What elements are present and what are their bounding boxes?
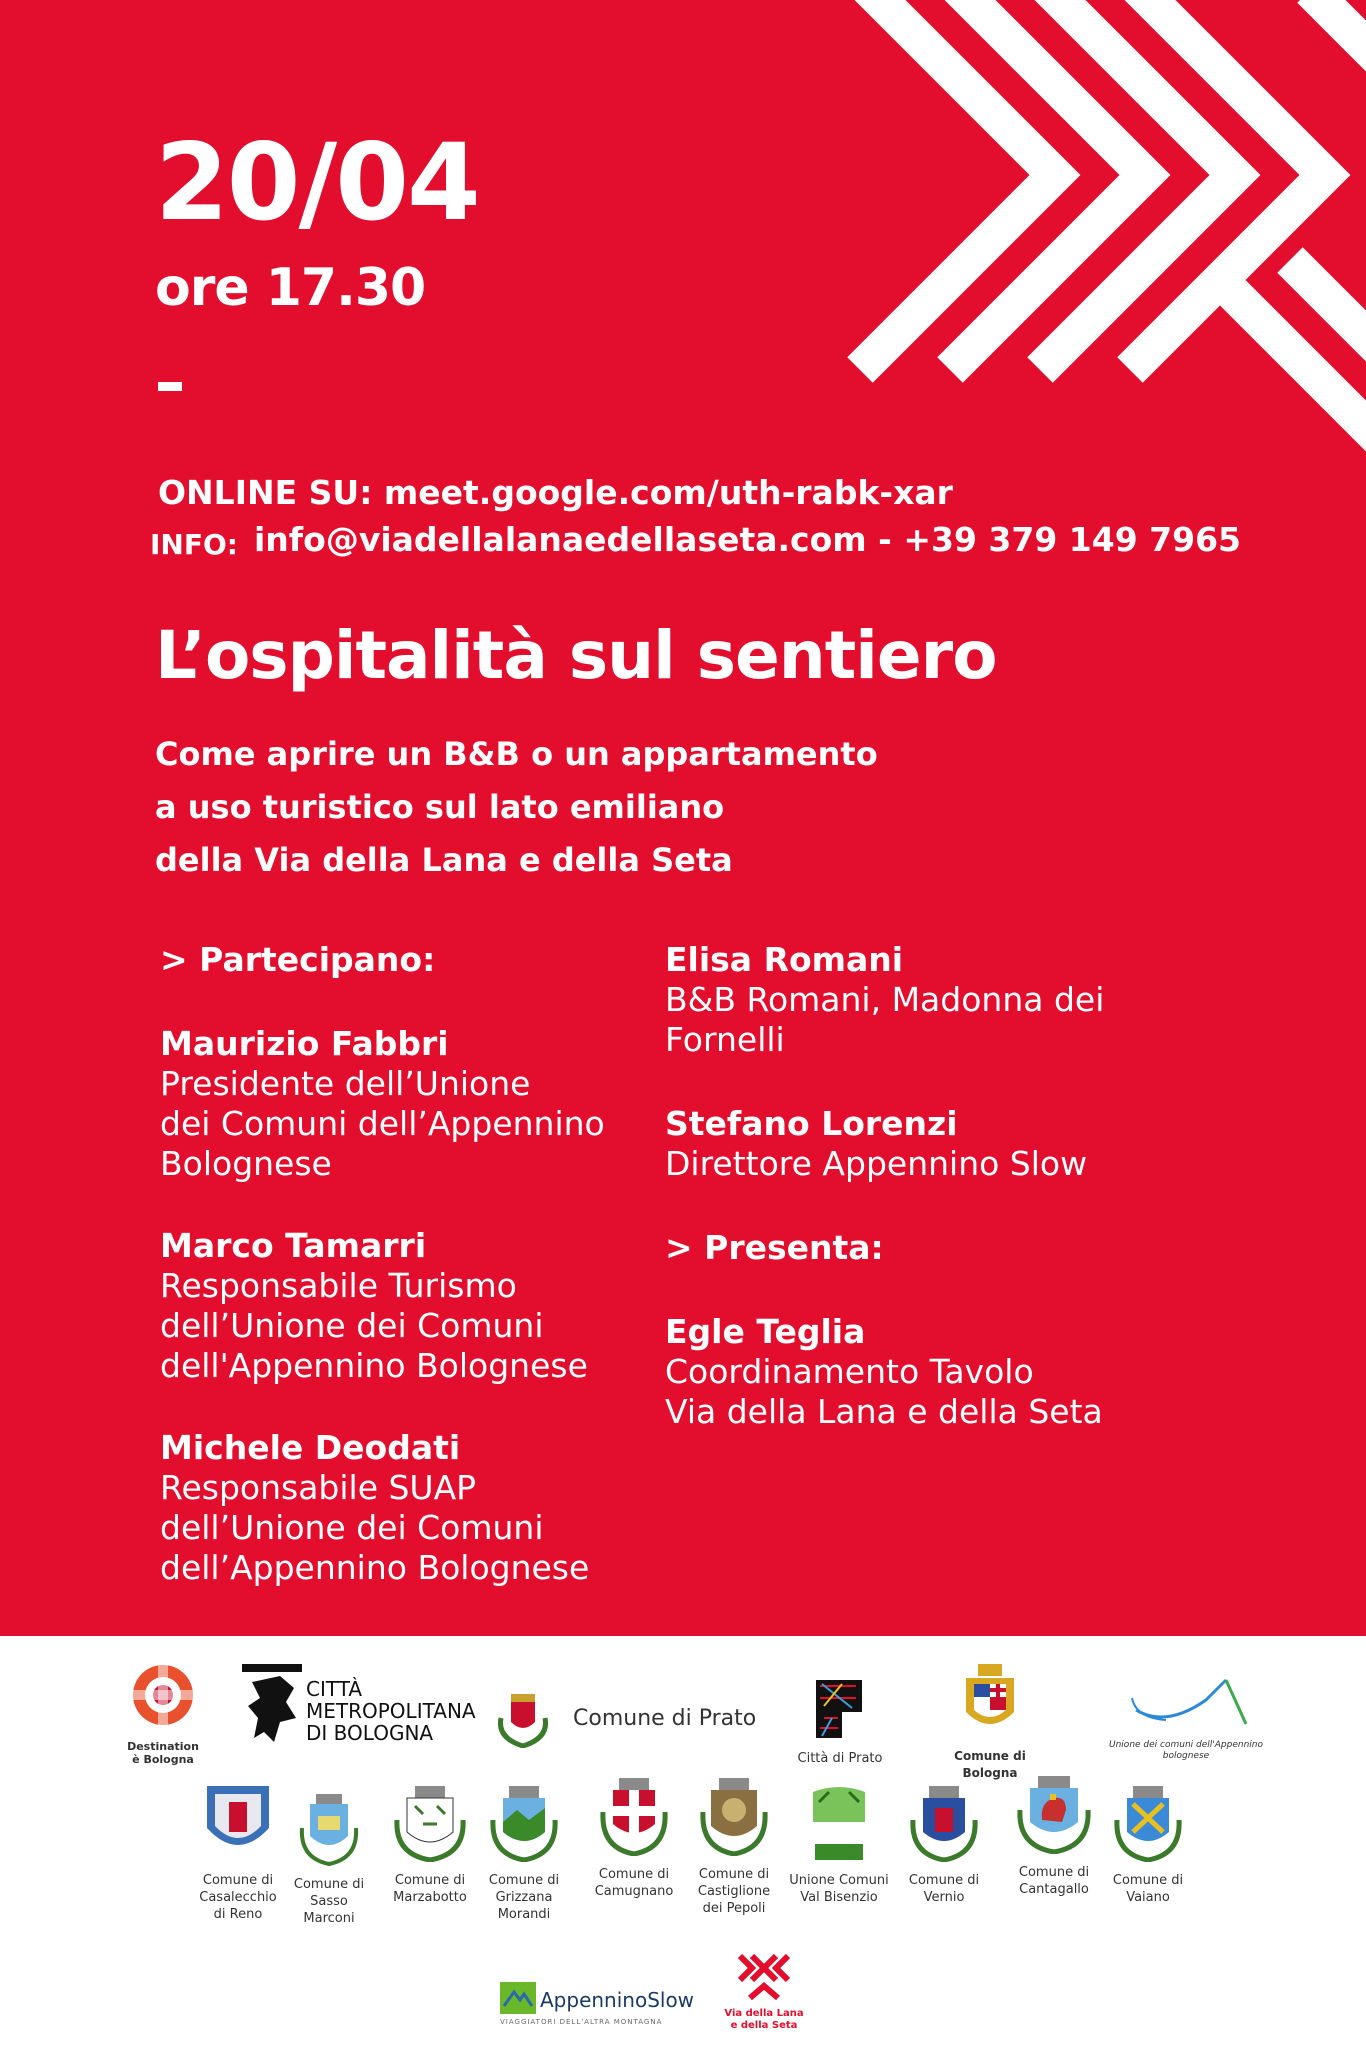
comune-label: Comune di Grizzana Morandi [488,1873,560,1922]
participant-name: Michele Deodati [160,1427,461,1467]
participant-role: Presidente dell’Unione dei Comuni dell’Appennino Bolognese [160,1063,605,1183]
participant [160,1024,640,1184]
event-title: L’ospitalità sul sentiero [155,617,997,694]
logo-via-lana-seta [724,1952,804,2032]
participants-column-right [665,940,1325,1476]
unione-appennino-icon [1106,1670,1266,1730]
comune-label: Comune di Vaiano [1112,1873,1184,1905]
participant [665,1104,1325,1184]
comune-crest-icon [393,1784,467,1862]
comune-label: Comune di Vernio [908,1873,980,1905]
presenter-role: Coordinamento Tavolo Via della Lana e della Seta [665,1351,1103,1431]
citta-prato-icon [812,1678,868,1740]
comune-label: Comune di Casalecchio di Reno [199,1873,277,1922]
comune-label: Comune di Camugnano [594,1867,674,1899]
participant-role: Responsabile Turismo dell’Unione dei Comuni dell'Appennino Bolognese [160,1265,588,1385]
appennino-slow-tagline: VIAGGIATORI DELL'ALTRA MONTAGNA [500,2018,663,2026]
logo-comune [1004,1774,1104,1898]
comune-crest-icon [489,1784,559,1862]
griffin-icon [240,1662,304,1748]
logo-comune [188,1782,288,1923]
comune-label: Comune di Sasso Marconi [293,1877,365,1926]
comune-label: Unione Comuni Val Bisenzio [789,1873,889,1905]
destination-label: Destination è Bologna [127,1740,199,1766]
bologna-crest-icon [958,1662,1022,1738]
chevron-stripe-3 [1310,0,1366,80]
citta-metropolitana-label: CITTÀ METROPOLITANA DI BOLOGNA [306,1677,476,1745]
via-lana-label: Via della Lana e della Seta [724,2008,804,2031]
logo-citta-prato [790,1678,890,1767]
comune-crest-icon [1016,1774,1092,1854]
comune-label: Comune di Marzabotto [393,1873,467,1905]
comune-label: Comune di Castiglione dei Pepoli [697,1867,771,1916]
event-subtitle [155,728,878,887]
separator-dash [158,382,182,391]
participant-role: Responsabile SUAP dell’Unione dei Comuni dell’Appennino Bolognese [160,1467,590,1587]
comune-crest-icon [298,1792,360,1866]
event-date: 20/04 [155,121,479,244]
participant [160,1428,640,1588]
participant-name: Stefano Lorenzi [665,1104,958,1143]
participant-role: B&B Romani, Madonna dei Fornelli [665,980,1105,1059]
unione-appennino-label: Unione dei comuni dell'Appennino bolognese [1109,1740,1263,1761]
logo-comune [1098,1784,1198,1906]
comune-bologna-label: Comune di Bologna [954,1749,1026,1780]
comune-crest-icon [203,1782,273,1862]
comune-prato-label: Comune di Prato [573,1706,757,1731]
comune-crest-icon [1113,1784,1183,1862]
logo-comune-bologna [930,1662,1050,1782]
logo-comune [684,1776,784,1917]
logo-comune [474,1784,574,1923]
participants-heading: > Partecipano: [160,940,436,979]
comune-crest-icon [699,1776,769,1856]
via-lana-icon [736,1952,792,2002]
logo-comune [284,1792,374,1927]
logo-comune [780,1782,898,1906]
participant-name: Maurizio Fabbri [160,1023,449,1063]
prato-crest-icon [495,1688,551,1748]
participant [160,1226,640,1386]
presenter [665,1312,1325,1432]
subtitle-line: a uso turistico sul lato emiliano [155,788,725,826]
subtitle-line: Come aprire un B&B o un appartamento [155,735,878,773]
destination-logo-icon [128,1660,198,1730]
subtitle-line: della Via della Lana e della Seta [155,841,733,879]
participant [665,940,1325,1060]
comune-crest-icon [809,1782,869,1862]
comune-crest-icon [909,1784,979,1862]
logo-comune [894,1784,994,1906]
comune-crest-icon [599,1776,669,1856]
info-label: INFO: [150,528,238,561]
online-link[interactable]: ONLINE SU: meet.google.com/uth-rabk-xar [158,473,953,512]
logo-comune [584,1776,684,1900]
logo-destination-bologna [118,1660,208,1766]
participants-column [160,940,640,1630]
logo-comune [380,1784,480,1906]
partner-logos [0,1636,1366,2048]
participant-name: Elisa Romani [665,940,904,979]
logo-unione-appennino [1086,1670,1286,1762]
presenter-name: Egle Teglia [665,1311,866,1351]
citta-prato-label: Città di Prato [797,1751,883,1766]
event-time: ore 17.30 [155,258,426,318]
participant-role: Direttore Appennino Slow [665,1144,1088,1183]
info-contact[interactable]: info@viadellalanaedellaseta.com - +39 379 149 7965 [254,520,1241,559]
participant-name: Marco Tamarri [160,1225,427,1265]
presenter-heading: > Presenta: [665,1228,884,1267]
appennino-slow-label: AppenninoSlow [540,1988,695,2012]
comune-label: Comune di Cantagallo [1018,1865,1090,1897]
appennino-slow-icon [500,1982,536,2014]
